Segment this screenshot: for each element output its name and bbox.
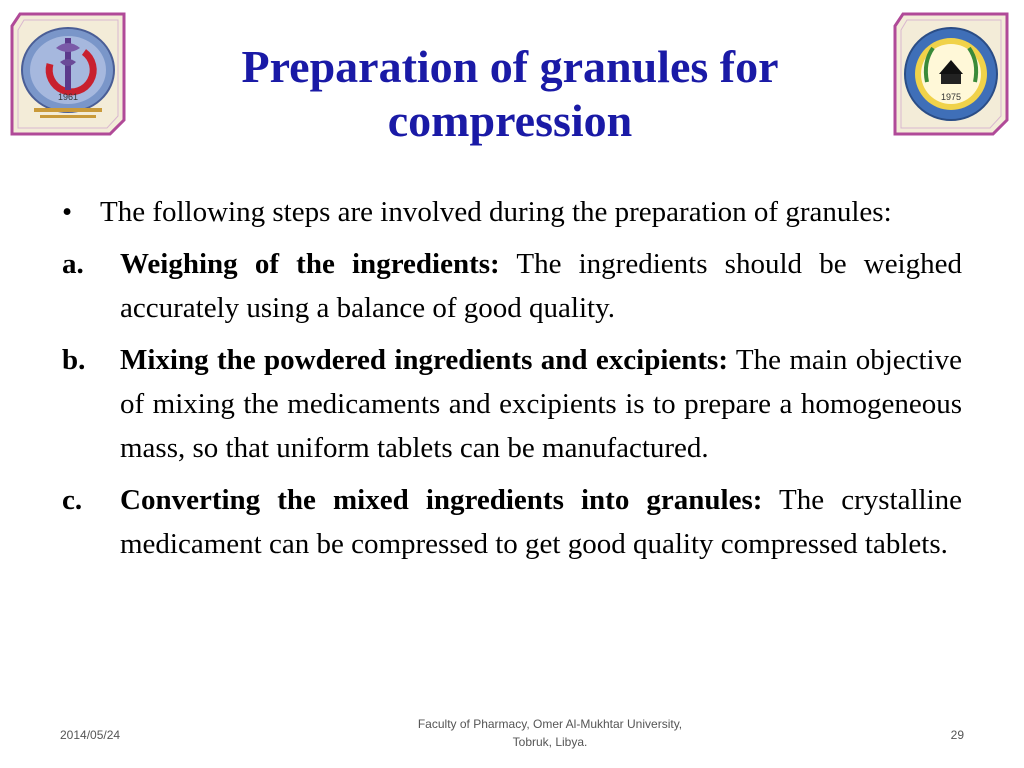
- step-text: The crystalline medicament can be compressed to get good quality compressed tablets.: [120, 484, 962, 560]
- slide-body: [62, 190, 962, 574]
- step-c: [62, 478, 962, 566]
- slide-title-line2: compression: [387, 95, 633, 146]
- intro-bullet: [62, 190, 962, 234]
- step-marker: b.: [62, 344, 86, 376]
- footer-institution-line1: Faculty of Pharmacy, Omer Al-Mukhtar University,: [417, 717, 683, 731]
- footer-date: 2014/05/24: [60, 728, 121, 742]
- university-logo-year: 1975: [940, 92, 962, 102]
- step-b: [62, 338, 962, 470]
- step-lead: Weighing of the ingredients:: [120, 248, 500, 280]
- university-logo: [893, 12, 1009, 136]
- page-number: 29: [950, 728, 964, 742]
- step-marker: c.: [62, 484, 83, 516]
- step-marker: a.: [62, 248, 84, 280]
- slide-title-line1: Preparation of granules for: [241, 41, 779, 92]
- slide-title: [150, 40, 870, 148]
- step-a: [62, 242, 962, 330]
- faculty-logo: [10, 12, 126, 136]
- step-lead: Mixing the powdered ingredients and excipients:: [120, 344, 728, 376]
- footer-institution: [360, 715, 740, 751]
- step-lead: Converting the mixed ingredients into granules:: [120, 484, 763, 516]
- footer-institution-line2: Tobruk, Libya.: [512, 735, 588, 749]
- step-text: The ingredients should be weighed accurately using a balance of good quality.: [120, 248, 962, 324]
- intro-text: The following steps are involved during the preparation of granules:: [100, 196, 892, 228]
- faculty-logo-year: 1961: [57, 92, 79, 102]
- step-text: The main objective of mixing the medicaments and excipients is to prepare a homogeneous mass, so that uniform tablets can be manufactured.: [120, 344, 962, 464]
- bullet-marker: •: [62, 196, 73, 228]
